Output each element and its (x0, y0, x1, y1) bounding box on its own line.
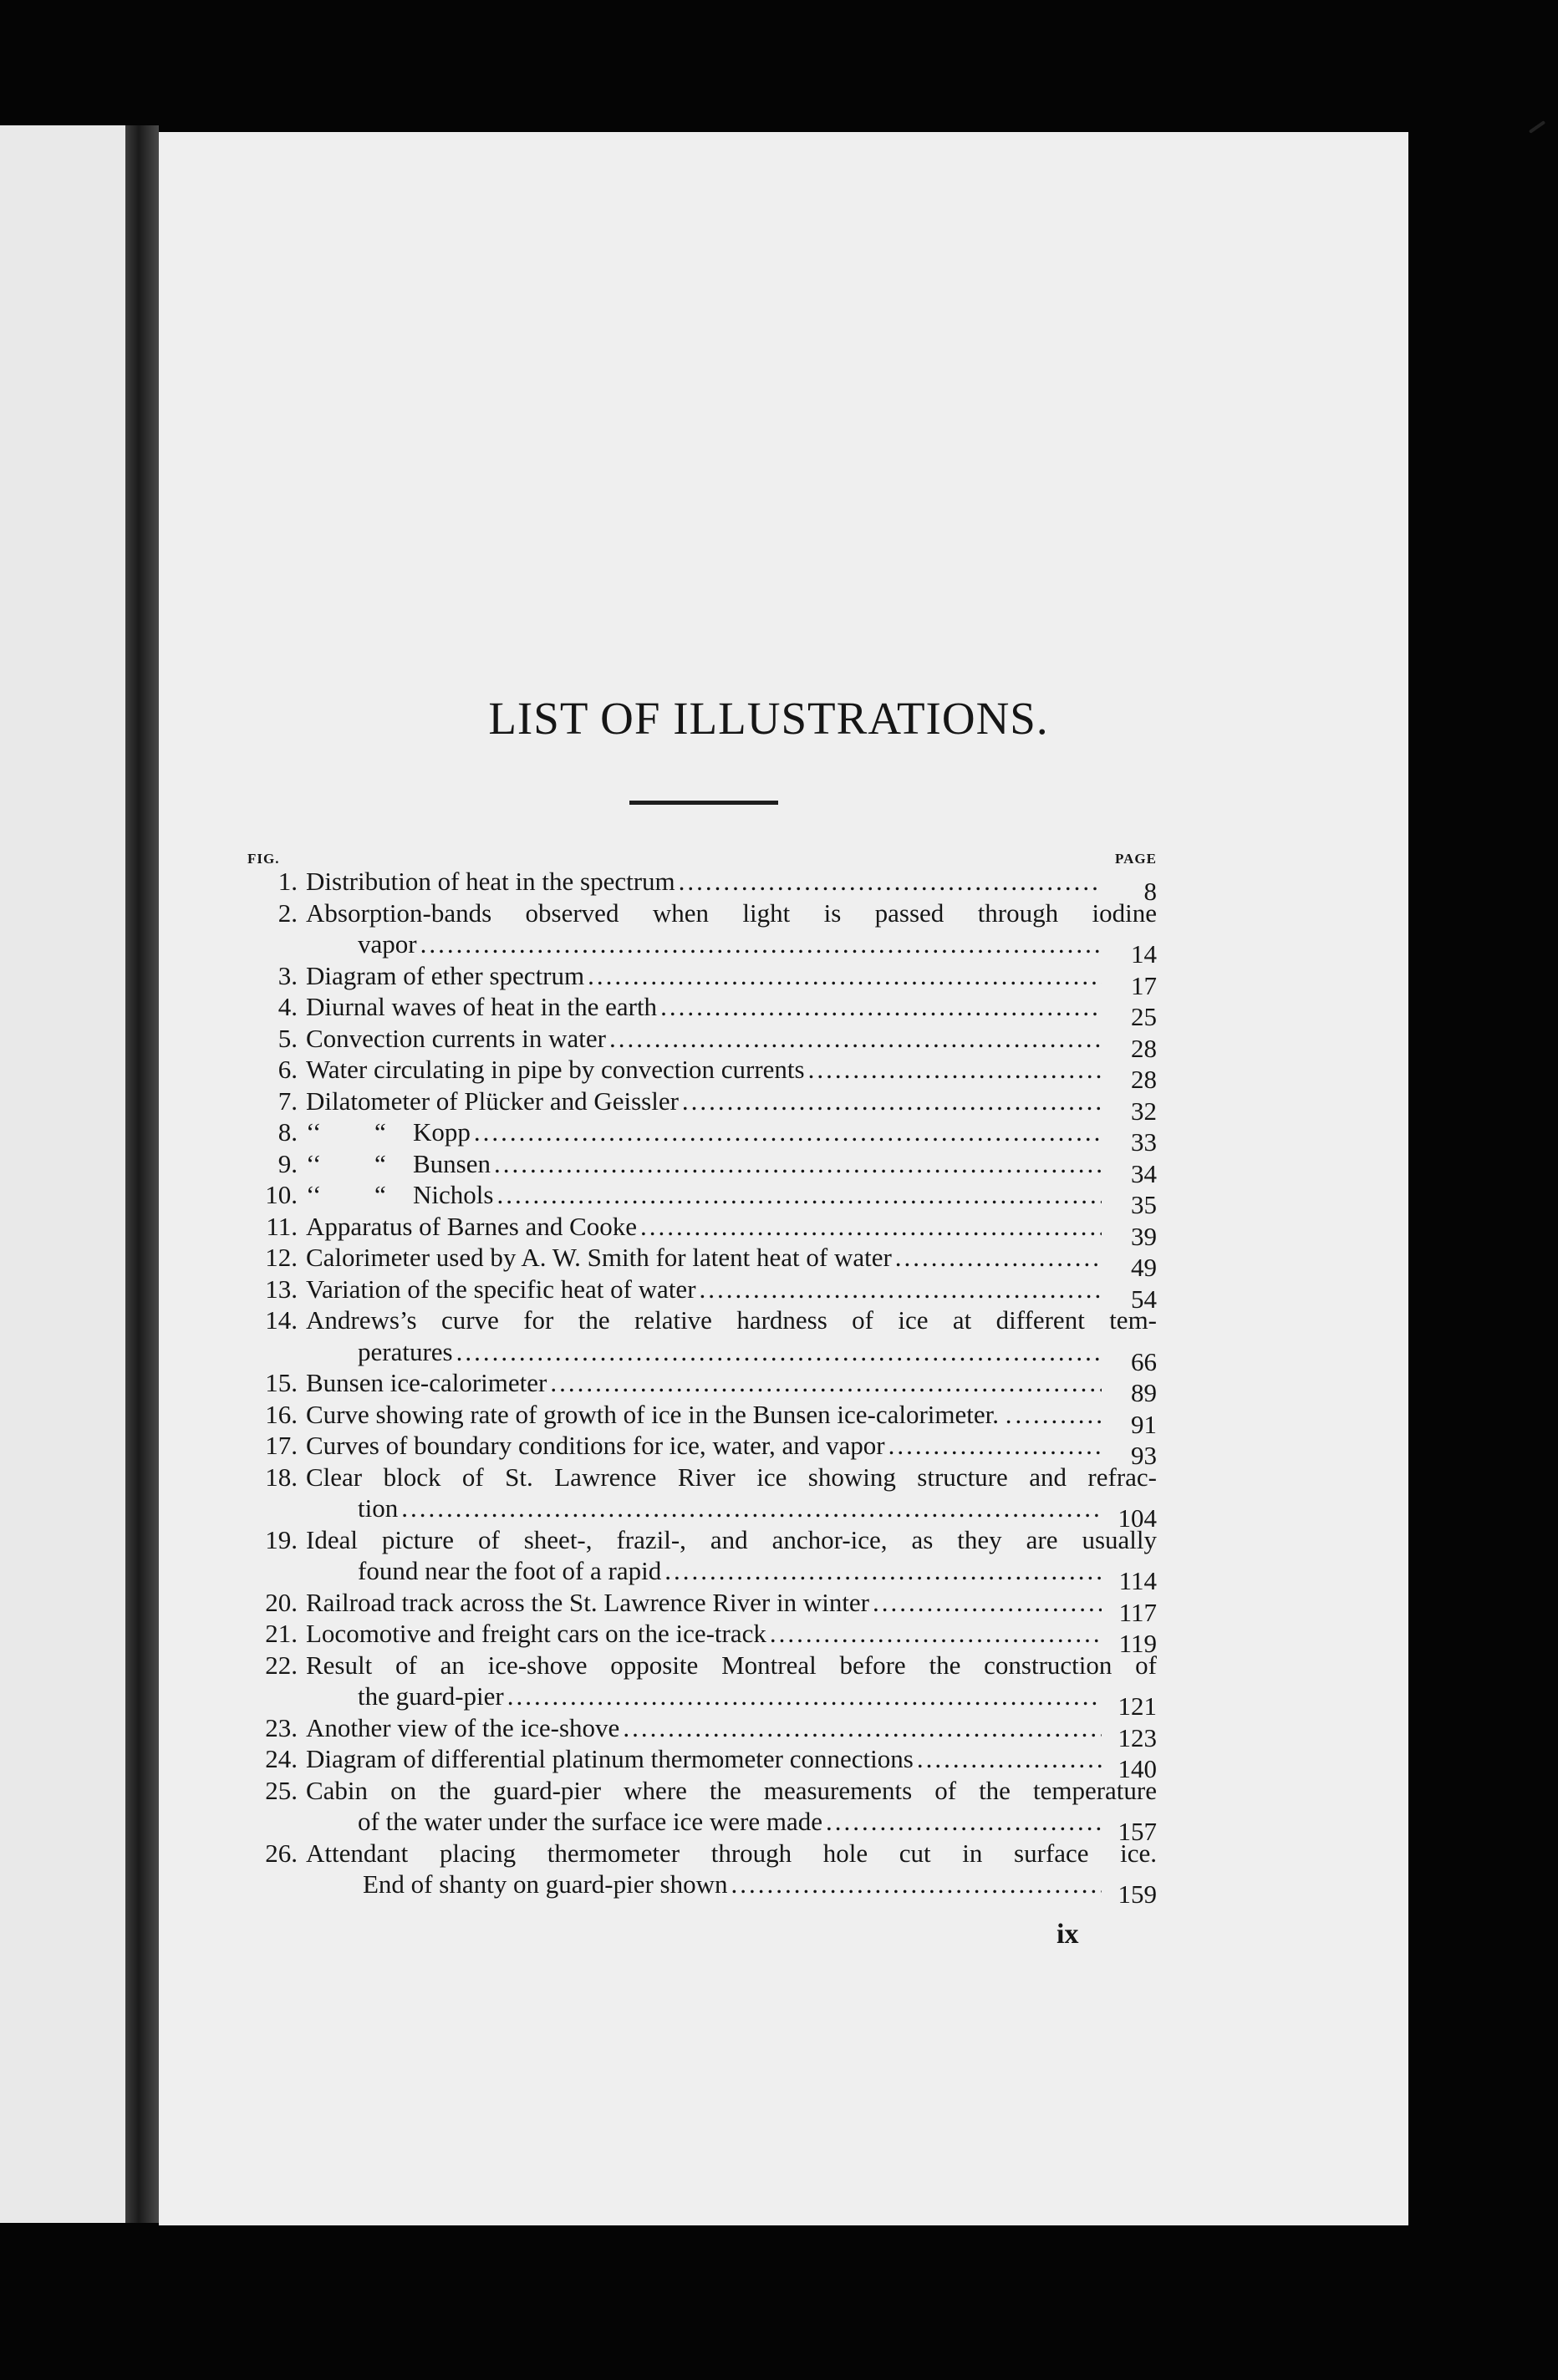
page-column-header: PAGE (1115, 851, 1157, 867)
figure-number: 8. (277, 1117, 298, 1147)
illustration-entry (242, 1054, 1157, 1094)
figure-number: 15. (265, 1368, 298, 1397)
page-number: 14 (1131, 939, 1157, 969)
entry-title: Bunsen ice-calorimeter (306, 1368, 547, 1397)
entry-title-continued: the guard-pier (358, 1681, 504, 1711)
ditto-mark: ‘‘ (306, 1117, 322, 1147)
illustration-entry (242, 1524, 1157, 1595)
figure-number: 4. (277, 992, 298, 1021)
entry-title-continued: vapor (358, 929, 417, 959)
entry-title: Diagram of ether spectrum (306, 960, 585, 990)
dot-leader (401, 1493, 1102, 1524)
entry-title: Bunsen (413, 1148, 491, 1178)
illustration-entry (242, 1304, 1157, 1376)
entry-title: Locomotive and freight cars on the ice-track (306, 1619, 766, 1648)
entry-title: Clear block of St. Lawrence River ice showing structure and refrac- (306, 1462, 1157, 1492)
page-number: 25 (1131, 1002, 1157, 1031)
illustration-entry (242, 1242, 1157, 1282)
entry-title: Attendant placing thermometer through hole cut in surface ice. (306, 1838, 1157, 1868)
ditto-mark: ‘‘ (306, 1148, 322, 1178)
illustration-entry (242, 1650, 1157, 1721)
dot-leader (826, 1806, 1102, 1838)
entry-title: Apparatus of Barnes and Cooke (306, 1211, 638, 1241)
dot-leader (496, 1179, 1102, 1211)
dot-leader (588, 960, 1102, 992)
page-number: 104 (1118, 1503, 1157, 1533)
dot-leader (609, 1023, 1102, 1055)
scan-speck (1529, 120, 1545, 134)
page-number: 66 (1131, 1346, 1157, 1376)
figure-number: 17. (265, 1431, 298, 1460)
dot-leader (770, 1618, 1102, 1650)
book-page (159, 132, 1408, 2225)
page-number: 140 (1118, 1754, 1157, 1783)
dot-leader (917, 1743, 1102, 1775)
illustration-entry (242, 1587, 1157, 1627)
entry-title-continued: of the water under the surface ice were made (358, 1807, 822, 1836)
page-number: 93 (1131, 1441, 1157, 1470)
page-title: LIST OF ILLUSTRATIONS. (488, 693, 1049, 744)
dot-leader (679, 866, 1102, 898)
page-number: 8 (1143, 877, 1157, 906)
dot-leader (700, 1274, 1102, 1305)
dot-leader (623, 1712, 1102, 1744)
entry-title-continued: found near the foot of a rapid (358, 1556, 662, 1585)
illustration-entry (242, 1743, 1157, 1783)
page-number: 17 (1131, 970, 1157, 1000)
illustration-entry (242, 1179, 1157, 1219)
figure-number: 9. (277, 1148, 298, 1178)
entry-title: Ideal picture of sheet-, frazil-, and anchor-ice, as they are usually (306, 1524, 1157, 1554)
entry-title: Convection currents in water (306, 1023, 606, 1053)
illustration-entry (242, 1367, 1157, 1407)
facing-page-edge (0, 125, 134, 2223)
dot-leader (808, 1054, 1102, 1086)
book-gutter (125, 125, 159, 2223)
illustration-entry (242, 1712, 1157, 1752)
figure-number: 1. (277, 867, 298, 896)
dot-leader (456, 1336, 1102, 1368)
figure-number: 21. (265, 1619, 298, 1648)
page-number: 117 (1118, 1597, 1157, 1627)
entry-title-continued: tion (358, 1493, 399, 1523)
illustration-entry (242, 1086, 1157, 1126)
figure-number: 2. (277, 898, 298, 928)
figure-number: 24. (265, 1744, 298, 1773)
dot-leader (474, 1116, 1102, 1148)
entry-title: Andrews’s curve for the relative hardness of ice at different tem- (306, 1305, 1157, 1335)
entry-title: Calorimeter used by A. W. Smith for latent heat of water (306, 1243, 892, 1272)
figure-number: 19. (265, 1524, 298, 1554)
entry-title: Diagram of differential platinum thermometer connections (306, 1744, 914, 1773)
page-number: 35 (1131, 1190, 1157, 1219)
illustration-entry (242, 1430, 1157, 1470)
entry-title: Absorption-bands observed when light is passed through iodine (306, 898, 1157, 928)
page-number: 39 (1131, 1221, 1157, 1251)
page-number: 121 (1118, 1691, 1157, 1721)
page-number: 28 (1131, 1033, 1157, 1063)
figure-number: 22. (265, 1650, 298, 1680)
illustration-entry (242, 960, 1157, 1000)
illustration-entry (242, 898, 1157, 969)
figure-number: 20. (265, 1587, 298, 1617)
entry-title: Cabin on the guard-pier where the measurements of the temperature (306, 1775, 1157, 1805)
page-number: 89 (1131, 1378, 1157, 1407)
dot-leader (420, 928, 1102, 960)
figure-number: 18. (265, 1462, 298, 1492)
dot-leader (1016, 1399, 1102, 1431)
page-number: 28 (1131, 1065, 1157, 1094)
dot-leader (494, 1148, 1102, 1180)
illustration-entry (242, 1399, 1157, 1439)
illustrations-list (242, 866, 1157, 1909)
entry-title: Result of an ice-shove opposite Montreal before the construction of (306, 1650, 1157, 1680)
figure-number: 10. (265, 1180, 298, 1209)
entry-title: Variation of the specific heat of water (306, 1274, 696, 1304)
illustration-entry (242, 991, 1157, 1031)
entry-title-continued: peratures (358, 1336, 453, 1366)
illustration-entry (242, 1274, 1157, 1314)
entry-title: Dilatometer of Plücker and Geissler (306, 1086, 679, 1116)
figure-number: 11. (266, 1211, 298, 1241)
figure-number: 12. (265, 1243, 298, 1272)
figure-number: 26. (265, 1838, 298, 1868)
ditto-mark: “ (374, 1117, 386, 1147)
fig-column-header: FIG. (247, 851, 280, 867)
illustration-entry (242, 1148, 1157, 1188)
dot-leader (682, 1086, 1102, 1117)
illustration-entry (242, 1116, 1157, 1157)
figure-number: 25. (265, 1775, 298, 1805)
page-number: 33 (1131, 1127, 1157, 1157)
entry-title: Curves of boundary conditions for ice, water, and vapor (306, 1431, 885, 1460)
illustration-entry (242, 1023, 1157, 1063)
dot-leader (640, 1211, 1102, 1243)
illustration-entry (242, 866, 1157, 906)
figure-number: 5. (277, 1023, 298, 1053)
figure-number: 6. (277, 1055, 298, 1084)
figure-number: 7. (277, 1086, 298, 1116)
illustration-entry (242, 1211, 1157, 1251)
page-number: 119 (1118, 1629, 1157, 1658)
entry-title: Railroad track across the St. Lawrence River in winter (306, 1587, 870, 1617)
page-number: 32 (1131, 1096, 1157, 1126)
entry-title: Distribution of heat in the spectrum (306, 867, 675, 896)
entry-title: Nichols (413, 1180, 494, 1209)
figure-number: 14. (265, 1305, 298, 1335)
dot-leader (507, 1681, 1102, 1712)
dot-leader (664, 1555, 1102, 1587)
page-folio: ix (1056, 1919, 1079, 1950)
page-number: 34 (1131, 1158, 1157, 1188)
figure-number: 23. (265, 1712, 298, 1742)
ditto-mark: ‘‘ (306, 1180, 322, 1209)
page-number: 159 (1118, 1879, 1157, 1909)
dot-leader (888, 1430, 1102, 1462)
dot-leader (660, 991, 1102, 1023)
page-number: 123 (1118, 1722, 1157, 1752)
figure-number: 13. (265, 1274, 298, 1304)
dot-leader (873, 1587, 1102, 1619)
dot-leader (731, 1869, 1102, 1900)
entry-title: Curve showing rate of growth of ice in the Bunsen ice-calorimeter. . (306, 1399, 1012, 1429)
dot-leader (895, 1242, 1102, 1274)
entry-title-continued: End of shanty on guard-pier shown (363, 1869, 728, 1899)
entry-title: Water circulating in pipe by convection currents (306, 1055, 805, 1084)
ditto-mark: “ (374, 1180, 386, 1209)
illustration-entry (242, 1838, 1157, 1909)
illustration-entry (242, 1775, 1157, 1846)
page-number: 114 (1118, 1566, 1157, 1595)
illustration-entry (242, 1618, 1157, 1658)
figure-number: 16. (265, 1399, 298, 1429)
page-number: 91 (1131, 1409, 1157, 1439)
dot-leader (550, 1367, 1102, 1399)
figure-number: 3. (277, 960, 298, 990)
title-rule (629, 801, 778, 805)
ditto-mark: “ (374, 1148, 386, 1178)
page-number: 157 (1118, 1817, 1157, 1846)
entry-title: Another view of the ice-shove (306, 1712, 620, 1742)
page-number: 49 (1131, 1253, 1157, 1282)
entry-title: Kopp (413, 1117, 471, 1147)
illustration-entry (242, 1462, 1157, 1533)
page-number: 54 (1131, 1284, 1157, 1314)
entry-title: Diurnal waves of heat in the earth (306, 992, 658, 1021)
